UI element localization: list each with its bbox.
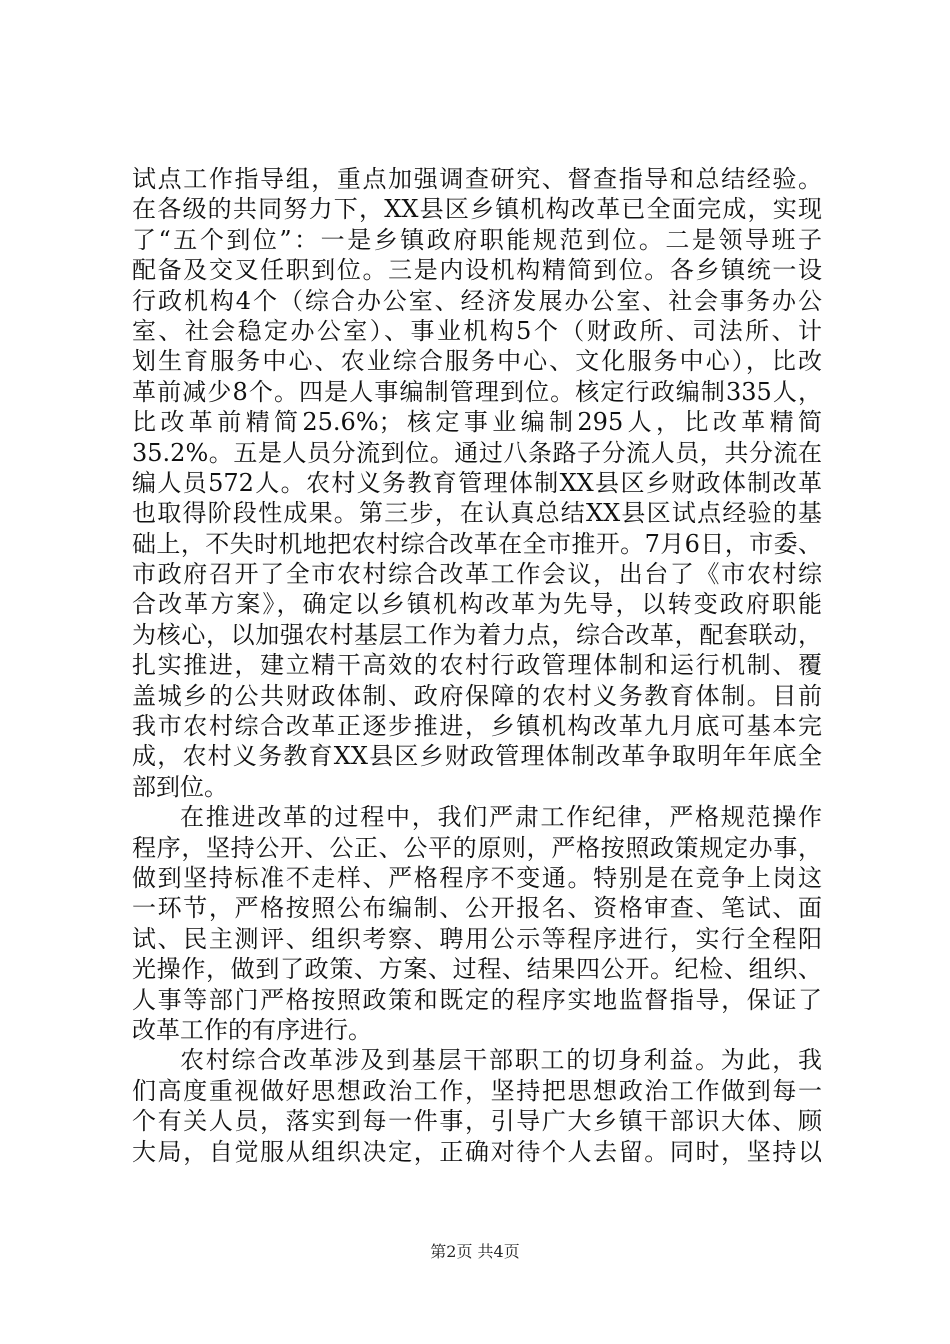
- text-line: 编人员572人。农村义务教育管理体制XX县区乡财政体制改革: [132, 468, 822, 497]
- text-line: 在各级的共同努力下，XX县区乡镇机构改革已全面完成，实现: [132, 195, 822, 224]
- text-line: 扎实推进，建立精干高效的农村行政管理体制和运行机制、覆: [132, 651, 822, 680]
- text-line: 人事等部门严格按照政策和既定的程序实地监督指导，保证了: [132, 985, 822, 1014]
- text-line: 配备及交叉任职到位。三是内设机构精简到位。各乡镇统一设: [132, 256, 822, 285]
- text-line: 我市农村综合改革正逐步推进，乡镇机构改革九月底可基本完: [132, 712, 822, 741]
- text-line: 划生育服务中心、农业综合服务中心、文化服务中心），比改: [132, 347, 822, 376]
- text-line: 做到坚持标准不走样、严格程序不变通。特别是在竞争上岗这: [132, 863, 822, 892]
- paragraph-first-line: 在推进改革的过程中，我们严肃工作纪律，严格规范操作: [180, 803, 822, 832]
- text-line: 试点工作指导组，重点加强调查研究、督查指导和总结经验。: [132, 165, 822, 193]
- text-line: 试、民主测评、组织考察、聘用公示等程序进行，实行全程阳: [132, 924, 822, 953]
- text-line: 们高度重视做好思想政治工作，坚持把思想政治工作做到每一: [132, 1076, 822, 1105]
- page-number: 第2页 共4页: [430, 1242, 520, 1261]
- text-line: 了“五个到位”：一是乡镇政府职能规范到位。二是领导班子: [132, 225, 822, 254]
- text-line: 大局，自觉服从组织决定，正确对待个人去留。同时，坚持以: [132, 1137, 822, 1166]
- text-line: 市政府召开了全市农村综合改革工作会议，出台了《市农村综: [132, 560, 822, 589]
- text-line: 光操作，做到了政策、方案、过程、结果四公开。纪检、组织、: [132, 955, 822, 984]
- text-line: 一环节，严格按照公布编制、公开报名、资格审查、笔试、面: [132, 894, 822, 923]
- text-line: 室、社会稳定办公室）、事业机构5个（财政所、司法所、计: [132, 316, 822, 345]
- text-line: 合改革方案》，确定以乡镇机构改革为先导，以转变政府职能: [132, 590, 822, 619]
- text-line: 比改革前精简25.6%；核定事业编制295人，比改革精简: [132, 408, 822, 437]
- text-line: 盖城乡的公共财政体制、政府保障的农村义务教育体制。目前: [132, 681, 822, 710]
- text-line: 础上，不失时机地把农村综合改革在全市推开。7月6日，市委、: [132, 529, 822, 558]
- paragraph-first-line: 农村综合改革涉及到基层干部职工的切身利益。为此，我: [180, 1046, 822, 1075]
- paragraph-end-line: 改革工作的有序进行。: [132, 1015, 372, 1044]
- text-line: 程序，坚持公开、公正、公平的原则，严格按照政策规定办事，: [132, 833, 822, 862]
- text-line: 也取得阶段性成果。第三步，在认真总结XX县区试点经验的基: [132, 499, 822, 528]
- page-footer: [0, 1242, 950, 1262]
- text-line: 革前减少8个。四是人事编制管理到位。核定行政编制335人，: [132, 377, 822, 406]
- text-line: 为核心，以加强农村基层工作为着力点，综合改革，配套联动，: [132, 620, 822, 649]
- text-line: 个有关人员，落实到每一件事，引导广大乡镇干部识大体、顾: [132, 1107, 822, 1136]
- text-line: 35.2%。五是人员分流到位。通过八条路子分流人员，共分流在: [132, 438, 822, 467]
- text-line: 成，农村义务教育XX县区乡财政管理体制改革争取明年年底全: [132, 742, 822, 771]
- paragraph-end-line: 部到位。: [132, 772, 228, 801]
- text-line: 行政机构4个（综合办公室、经济发展办公室、社会事务办公: [132, 286, 822, 315]
- document-body: [132, 164, 822, 1167]
